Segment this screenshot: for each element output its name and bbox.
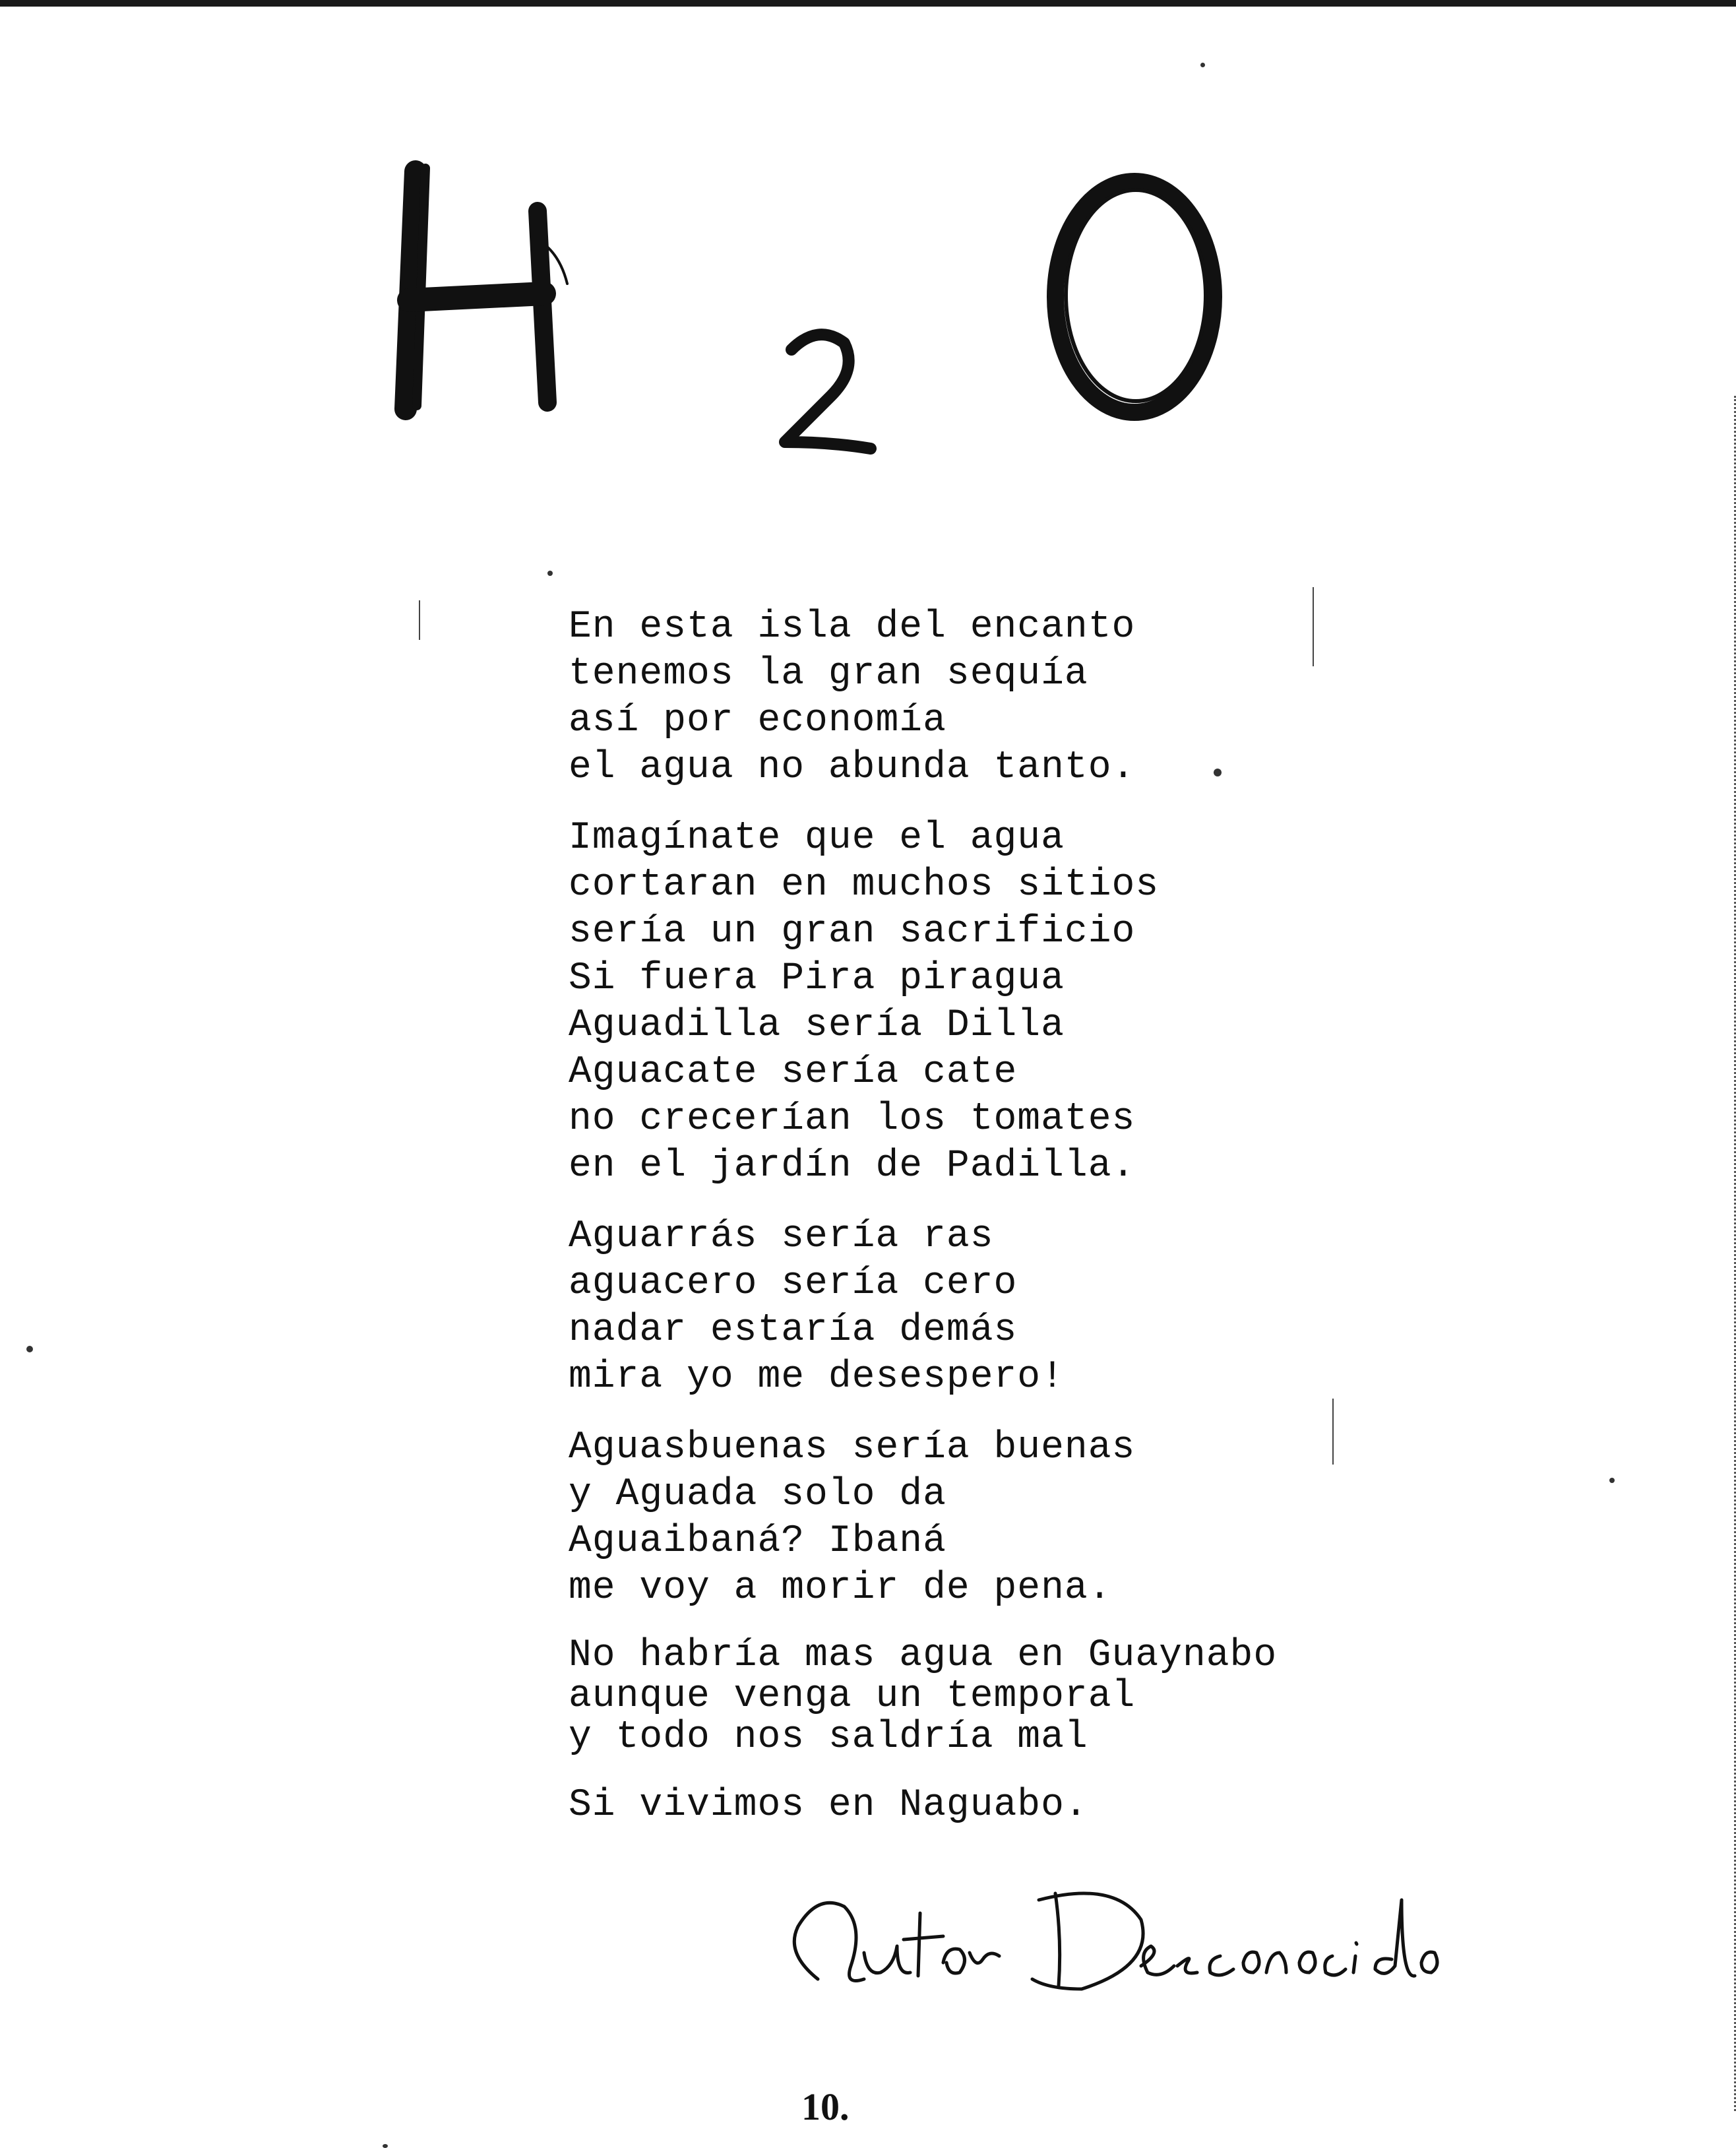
- scan-line: [419, 600, 420, 640]
- poem-line: Aguarrás sería ras: [569, 1215, 994, 1258]
- stanza-6: [569, 1782, 1360, 1829]
- poem-line: y todo nos saldría mal: [569, 1716, 1088, 1759]
- poem-line: tenemos la gran sequía: [569, 652, 1088, 695]
- scan-speck: [1609, 1478, 1615, 1483]
- poem: [569, 604, 1360, 1852]
- scan-speck: [26, 1346, 33, 1352]
- handwritten-title: [369, 132, 1293, 475]
- poem-line: Aguadilla sería Dilla: [569, 1004, 1065, 1047]
- poem-line: nadar estaría demás: [569, 1309, 1018, 1352]
- poem-line: Aguaibaná? Ibaná: [569, 1520, 946, 1563]
- page-right-edge: [1730, 396, 1736, 2111]
- scan-speck: [383, 2144, 388, 2148]
- page-top-edge: [0, 0, 1736, 7]
- stanza-2: [569, 815, 1360, 1189]
- scan-speck: [547, 571, 553, 576]
- scan-line: [1313, 587, 1314, 666]
- poem-line: así por economía: [569, 699, 946, 742]
- poem-line: Imagínate que el agua: [569, 817, 1065, 860]
- handwritten-signature: [772, 1854, 1471, 2012]
- poem-line: cortaran en muchos sitios: [569, 864, 1160, 906]
- page-number: 10.: [801, 2085, 850, 2128]
- poem-line: en el jardín de Padilla.: [569, 1145, 1136, 1187]
- poem-line: En esta isla del encanto: [569, 606, 1136, 648]
- signature-drawing: [772, 1854, 1471, 2012]
- poem-line: Si vivimos en Naguabo.: [569, 1784, 1088, 1827]
- stanza-5: [569, 1635, 1360, 1758]
- poem-line: aguacero sería cero: [569, 1262, 1018, 1305]
- stanza-3: [569, 1213, 1360, 1401]
- poem-line: Aguasbuenas sería buenas: [569, 1426, 1136, 1469]
- poem-line: aunque venga un temporal: [569, 1675, 1136, 1718]
- title-drawing: [369, 132, 1293, 475]
- scan-speck: [1214, 769, 1222, 776]
- poem-line: me voy a morir de pena.: [569, 1567, 1112, 1610]
- poem-line: y Aguada solo da: [569, 1473, 946, 1516]
- scan-speck: [1200, 63, 1205, 67]
- poem-line: No habría mas agua en Guaynabo: [569, 1634, 1278, 1677]
- poem-line: Si fuera Pira piragua: [569, 957, 1065, 1000]
- stanza-1: [569, 604, 1360, 791]
- poem-line: mira yo me desespero!: [569, 1356, 1065, 1399]
- scan-line: [1332, 1399, 1334, 1465]
- poem-line: no crecerían los tomates: [569, 1098, 1136, 1141]
- poem-line: Aguacate sería cate: [569, 1051, 1018, 1094]
- poem-line: el agua no abunda tanto.: [569, 746, 1136, 789]
- stanza-4: [569, 1424, 1360, 1612]
- poem-line: sería un gran sacrificio: [569, 910, 1136, 953]
